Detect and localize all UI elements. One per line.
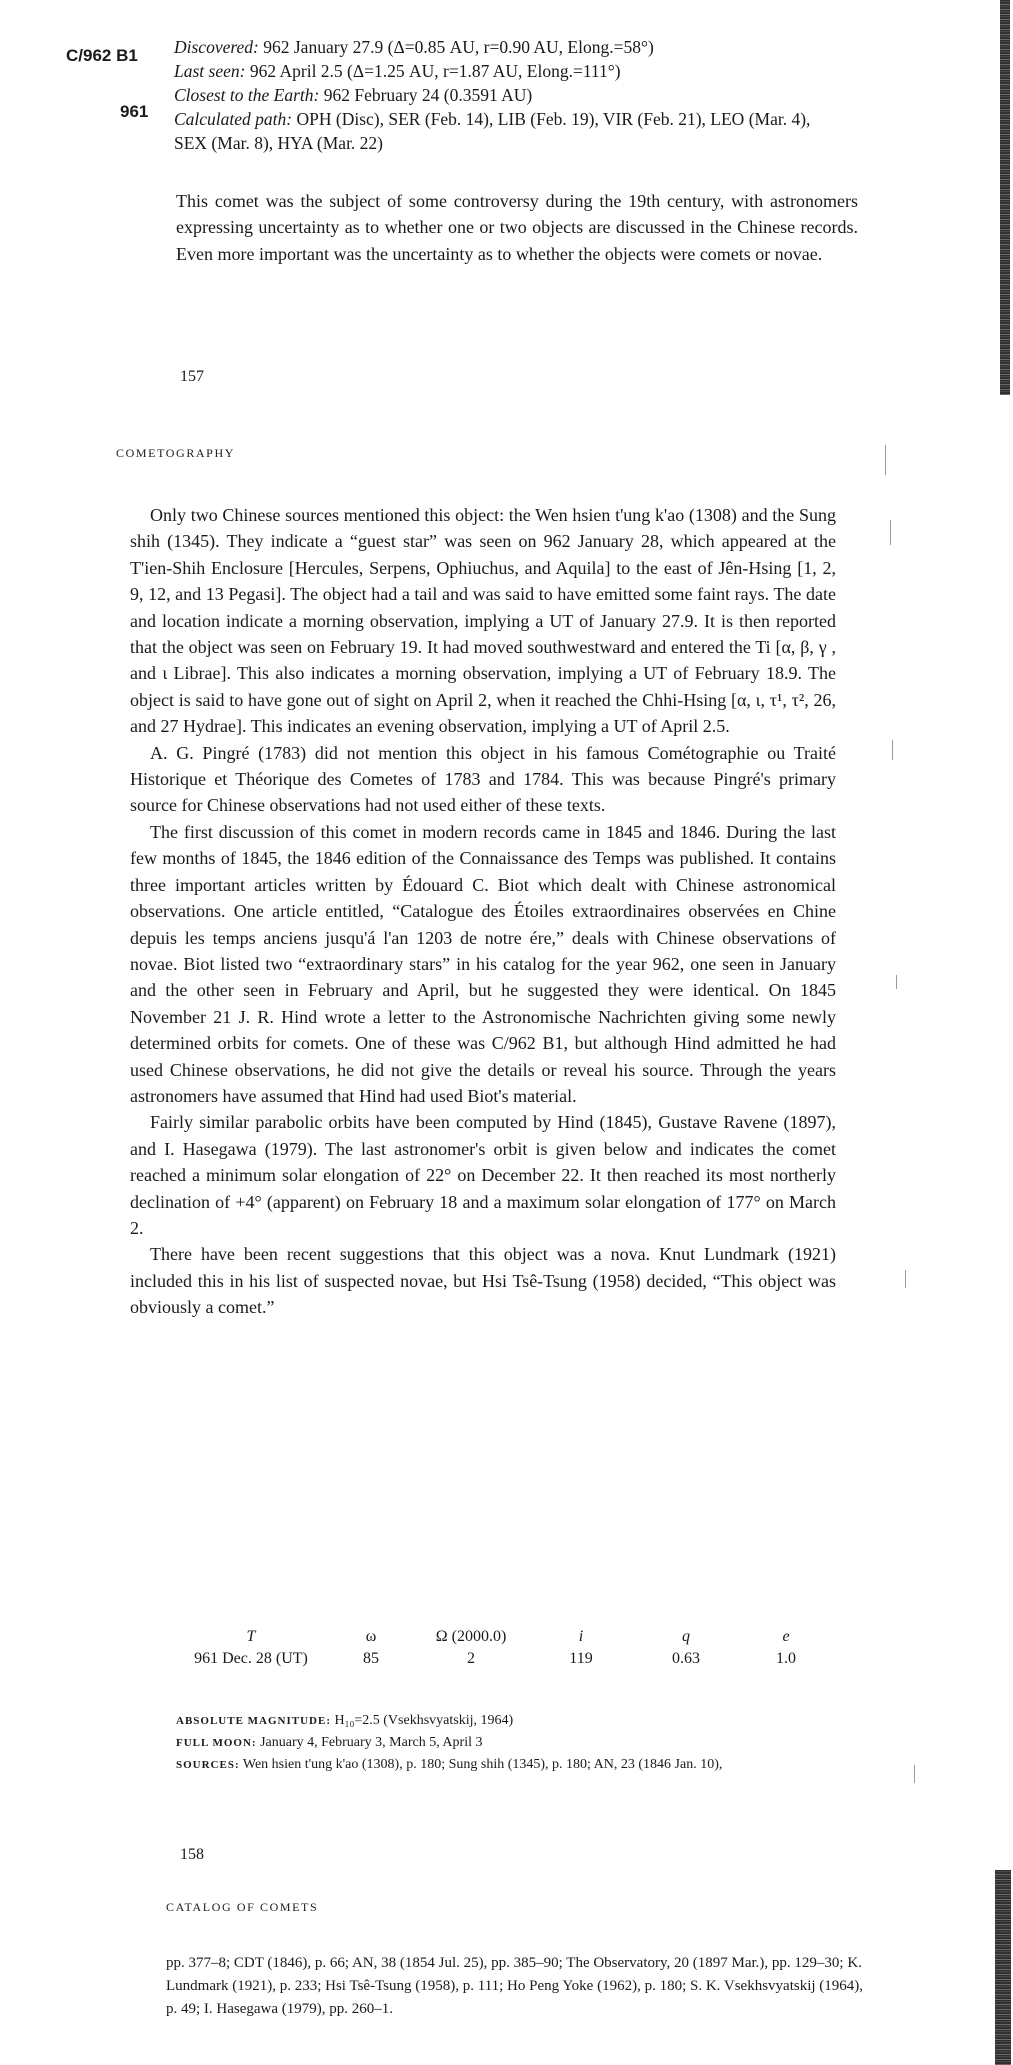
intro-paragraph: This comet was the subject of some controversy during the 19th century, with astronomers expressing uncertainty as to whether one or two objects are discussed in the Chinese records. Even more important was the uncertainty as to whether the objects were comets or novae. <box>176 191 858 264</box>
closest-label: Closest to the Earth: <box>174 85 320 105</box>
full-moon-line <box>176 1732 856 1754</box>
page-number-158: 158 <box>180 1846 204 1863</box>
closest-value: 962 February 24 (0.3591 AU) <box>323 85 533 105</box>
full-moon-value: January 4, February 3, March 5, April 3 <box>260 1735 483 1750</box>
header-i: i <box>578 1628 584 1645</box>
value-i: 119 <box>569 1650 593 1667</box>
body-paragraph-4: Fairly similar parabolic orbits have been computed by Hind (1845), Gustave Ravene (1897), and I. Hasegawa (1979). The last astronomer's orbit is given below and indicates the comet reached a minimum solar elongation of 22° on December 22. It then reached its most northerly declination of +4° (apparent) on February 18 and a maximum solar elongation of 177° on March 2. <box>130 1112 836 1238</box>
body-paragraph-3: The first discussion of this comet in modern records came in 1845 and 1846. During the last few months of 1845, the 1846 edition of the Connaissance des Temps was published. It contains three important articles written by Édouard C. Biot which dealt with Chinese astronomical observations. One article entitled, “Catalogue des Étoiles extraordinaires observées en Chine depuis les temps anciens jusqu'á l'an 1203 de notre ére,” deals with Chinese observations of novae. Biot listed two “extraordinary stars” in his catalog for the year 962, one seen in January and the other seen in February and April, but he suggested they were identical. On 1845 November 21 J. R. Hind wrote a letter to the Astronomische Nachrichten giving some newly determined orbits for comets. One of these was C/962 B1, but although Hind admitted he had used Chinese observations, he did not give the details or reveal his source. Through the years astronomers have assumed that Hind had used Biot's material. <box>130 821 836 1106</box>
scan-mark <box>890 520 891 545</box>
header-T: T <box>246 1628 256 1645</box>
value-omega: 85 <box>363 1650 379 1667</box>
scan-mark <box>885 445 886 475</box>
absolute-magnitude-value: H₁₀=2.5 (Vsekhsvyatskij, 1964) <box>334 1713 514 1728</box>
last-seen-line <box>174 59 844 83</box>
path-value: OPH (Disc), SER (Feb. 14), LIB (Feb. 19), VIR (Feb. 21), LEO (Mar. 4), SEX (Mar. 8), HYA (Mar. 22) <box>174 109 811 153</box>
running-head-catalog: CATALOG OF COMETS <box>166 1900 319 1914</box>
last-seen-value: 962 April 2.5 (Δ=1.25 AU, r=1.87 AU, Elong.=111°) <box>249 61 621 81</box>
discovered-value: 962 January 27.9 (Δ=0.85 AU, r=0.90 AU, Elong.=58°) <box>263 37 654 57</box>
sources-continued <box>166 1952 866 2021</box>
path-line <box>174 107 844 155</box>
page-number-157: 157 <box>180 368 204 385</box>
scan-mark <box>905 1270 906 1288</box>
orbit-value-row <box>176 1648 836 1670</box>
sources-continued-text: pp. 377–8; CDT (1846), p. 66; AN, 38 (1854 Jul. 25), pp. 385–90; The Observatory, 20 (1897 Mar.), pp. 129–30; K. Lundmark (1921), p. 233; Hsi Tsê-Tsung (1958), p. 111; Ho Peng Yoke (1962), p. 180; S. K. Vsekhsvyatskij (1964), p. 49; I. Hasegawa (1979), pp. 260–1. <box>166 1955 864 2017</box>
notes-block <box>176 1710 856 1776</box>
value-q: 0.63 <box>672 1650 700 1667</box>
absolute-magnitude-label: ABSOLUTE MAGNITUDE: <box>176 1715 331 1727</box>
sources-value: Wen hsien t'ung k'ao (1308), p. 180; Sung shih (1345), p. 180; AN, 23 (1846 Jan. 10), <box>242 1757 723 1772</box>
header-node: Ω (2000.0) <box>435 1628 507 1645</box>
header-e: e <box>782 1628 790 1645</box>
scan-mark <box>892 740 893 760</box>
running-head-cometography: COMETOGRAPHY <box>116 446 235 460</box>
comet-year: 961 <box>120 102 149 121</box>
scan-mark <box>914 1765 915 1783</box>
full-moon-label: FULL MOON: <box>176 1737 257 1749</box>
orbit-elements-table <box>176 1626 836 1670</box>
body-paragraph-1: Only two Chinese sources mentioned this object: the Wen hsien t'ung k'ao (1308) and the Sung shih (1345). They indicate a “guest star” was seen on 962 January 28, which appeared at the T'ien-Shih Enclosure [Hercules, Serpens, Ophiuchus, and Aquila] to the east of Jên-Hsing [1, 2, 9, 12, and 13 Pegasi]. The object had a tail and was said to have emitted some faint rays. The date and location indicate a morning observation, implying a UT of January 27.9. It is then reported that the object was seen on February 19. It had moved southwestward and entered the Ti [α, β, γ , and ι Librae]. This also indicates a morning observation, implying a UT of February 18.9. The object is said to have gone out of sight on April 2, when it reached the Chhi-Hsing [α, ι, τ¹, τ², 26, and 27 Hydrae]. This indicates an evening observation, implying a UT of April 2.5. <box>130 505 836 737</box>
entry-intro <box>176 188 858 267</box>
sources-line <box>176 1754 856 1776</box>
value-node: 2 <box>467 1650 475 1667</box>
path-label: Calculated path: <box>174 109 293 129</box>
closest-line <box>174 83 844 107</box>
scan-edge-top <box>1000 0 1010 395</box>
body-paragraph-2: A. G. Pingré (1783) did not mention this object in his famous Cométographie ou Traité Historique et Théorique des Cometes of 1783 and 1784. This was because Pingré's primary source for Chinese observations had not used either of these texts. <box>130 742 836 816</box>
main-body <box>130 502 836 1321</box>
entry-metadata <box>174 35 844 155</box>
comet-designation: C/962 B1 <box>66 46 138 65</box>
value-T: 961 Dec. 28 (UT) <box>194 1650 308 1667</box>
absolute-magnitude-line <box>176 1710 856 1732</box>
sources-label: SOURCES: <box>176 1759 240 1771</box>
last-seen-label: Last seen: <box>174 61 246 81</box>
header-omega: ω <box>365 1628 377 1645</box>
body-paragraph-5: There have been recent suggestions that this object was a nova. Knut Lundmark (1921) included this in his list of suspected novae, but Hsi Tsê-Tsung (1958) decided, “This object was obviously a comet.” <box>130 1244 836 1318</box>
discovered-label: Discovered: <box>174 37 259 57</box>
orbit-header-row <box>176 1626 836 1648</box>
scan-mark <box>896 975 897 989</box>
header-q: q <box>682 1628 690 1645</box>
value-e: 1.0 <box>776 1650 796 1667</box>
discovered-line <box>174 35 844 59</box>
scan-edge-bottom <box>995 1870 1011 2065</box>
